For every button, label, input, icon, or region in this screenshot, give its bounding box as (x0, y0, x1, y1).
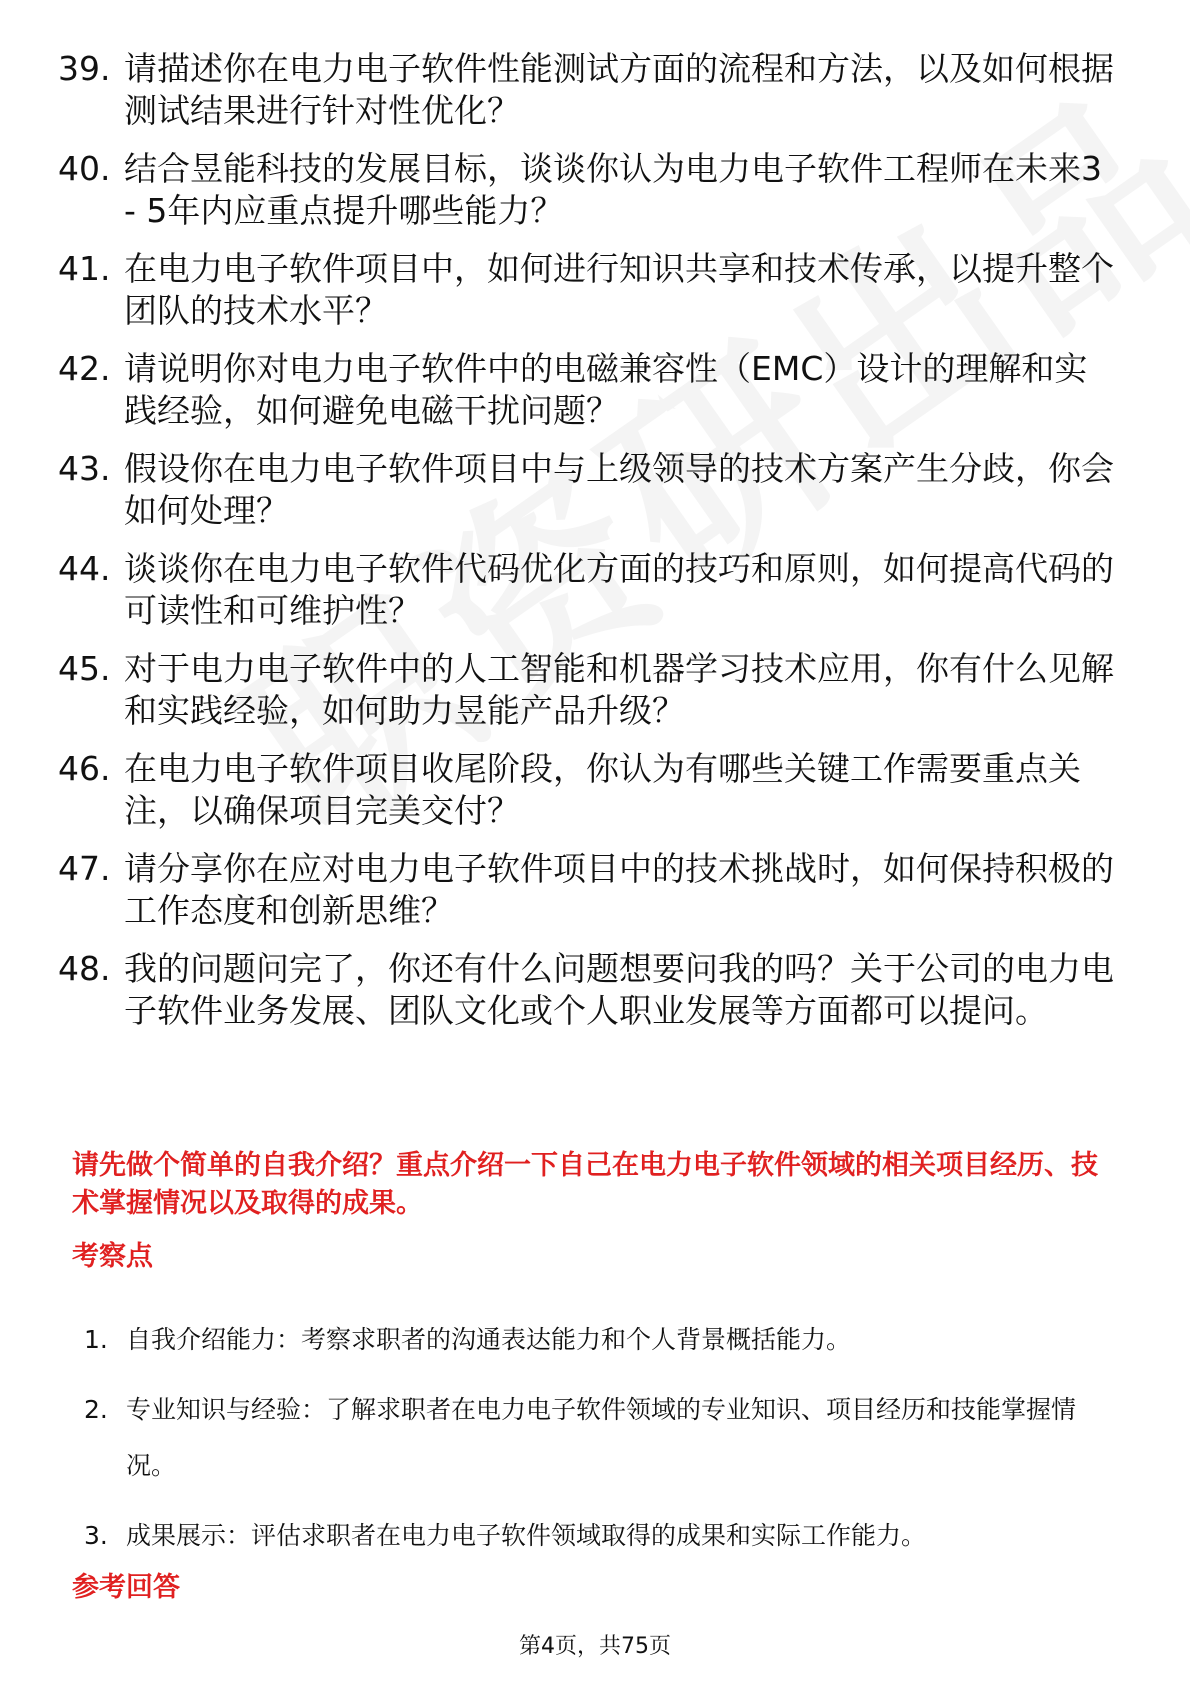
list-item (58, 848, 1118, 932)
question-text: 谈谈你在电力电子软件代码优化方面的技巧和原则，如何提高代码的可读性和可维护性？ (124, 549, 1114, 630)
question-text: 请分享你在应对电力电子软件项目中的技术挑战时，如何保持积极的工作态度和创新思维？ (124, 849, 1114, 930)
list-item (58, 948, 1118, 1032)
question-number: 46. (58, 749, 111, 788)
focus-question: 请先做个简单的自我介绍？重点介绍一下自己在电力电子软件领域的相关项目经历、技术掌握情况以及取得的成果。 (72, 1150, 1098, 1219)
list-item (58, 648, 1118, 732)
list-item (58, 548, 1118, 632)
point-text: 成果展示：评估求职者在电力电子软件领域取得的成果和实际工作能力。 (126, 1521, 927, 1550)
question-number: 43. (58, 449, 111, 488)
question-number: 44. (58, 549, 111, 588)
exam-points-heading: 考察点 (72, 1241, 153, 1272)
question-number: 42. (58, 349, 111, 388)
list-item (58, 248, 1118, 332)
question-number: 40. (58, 149, 111, 188)
question-text: 我的问题问完了，你还有什么问题想要问我的吗？关于公司的电力电子软件业务发展、团队文化或个人职业发展等方面都可以提问。 (124, 949, 1114, 1030)
list-item (84, 1382, 1124, 1494)
question-text: 请描述你在电力电子软件性能测试方面的流程和方法，以及如何根据测试结果进行针对性优化？ (124, 49, 1114, 130)
list-item (84, 1312, 1124, 1368)
point-number: 1. (84, 1325, 108, 1354)
list-item (58, 748, 1118, 832)
page-footer: 第4页，共75页 (519, 1634, 671, 1659)
list-item (58, 48, 1118, 132)
point-text: 自我介绍能力：考察求职者的沟通表达能力和个人背景概括能力。 (126, 1325, 852, 1354)
reference-answer-heading: 参考回答 (72, 1572, 180, 1603)
list-item (58, 448, 1118, 532)
question-text: 在电力电子软件项目中，如何进行知识共享和技术传承，以提升整个团队的技术水平？ (124, 249, 1114, 330)
list-item (58, 348, 1118, 432)
point-number: 3. (84, 1521, 108, 1550)
question-number: 45. (58, 649, 111, 688)
question-text: 请说明你对电力电子软件中的电磁兼容性（EMC）设计的理解和实践经验，如何避免电磁干扰问题？ (124, 349, 1088, 430)
question-number: 48. (58, 949, 111, 988)
exam-points-list (84, 1312, 1124, 1578)
point-text: 专业知识与经验：了解求职者在电力电子软件领域的专业知识、项目经历和技能掌握情况。 (126, 1395, 1077, 1480)
question-text: 结合昱能科技的发展目标，谈谈你认为电力电子软件工程师在未来3 - 5年内应重点提升哪些能力？ (124, 149, 1102, 230)
list-item (58, 148, 1118, 232)
point-number: 2. (84, 1395, 108, 1424)
question-number: 39. (58, 49, 111, 88)
question-list (58, 48, 1118, 1048)
question-number: 47. (58, 849, 111, 888)
question-text: 在电力电子软件项目收尾阶段，你认为有哪些关键工作需要重点关注，以确保项目完美交付？ (124, 749, 1081, 830)
list-item (84, 1508, 1124, 1564)
question-text: 假设你在电力电子软件项目中与上级领导的技术方案产生分歧，你会如何处理？ (124, 449, 1114, 530)
question-text: 对于电力电子软件中的人工智能和机器学习技术应用，你有什么见解和实践经验，如何助力昱能产品升级？ (124, 649, 1114, 730)
question-number: 41. (58, 249, 111, 288)
